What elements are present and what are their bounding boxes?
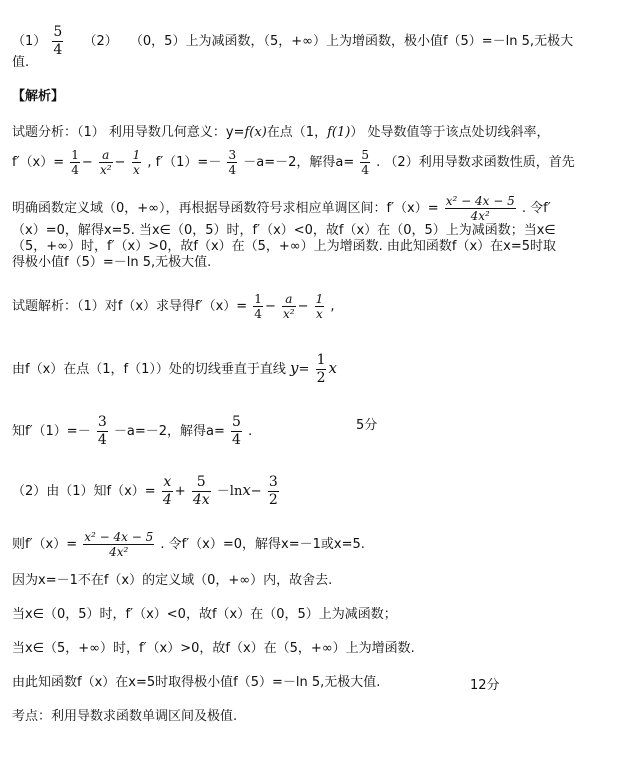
fraction: $\frac{\text{x² − 4x − 5}}{\text{4x²}}$ [445,194,515,223]
solution-line-7: 当x∈（0，5）时，f′（x）<0，故f（x）在（0，5）上为减函数； [12,607,397,622]
fraction: $\frac{a}{\text{x²}}$ [99,148,112,177]
answer-part1-fraction: $\frac{5}{4}$ [53,24,63,58]
kaodian: 考点：利用导数求函数单调区间及极值. [12,709,238,724]
answer-part2-label: （2） [83,34,118,49]
fraction: $\frac{1}{2}$ [316,352,326,386]
solution-line-6: 因为x=－1不在f（x）的定义域（0，+∞）内，故舍去. [12,573,333,588]
answer-line-1 [12,24,573,59]
fraction: $\frac{5}{4x}$ [192,474,210,508]
fraction: $\frac{1}{4}$ [71,148,79,177]
score-5: 5分 [356,418,378,433]
fraction: $\frac{1}{x}$ [132,148,141,177]
solution-line-8: 当x∈（5，+∞）时，f′（x）>0，故f（x）在（5，+∞）上为增函数. [12,641,415,656]
answer-part2-text: （0，5）上为减函数，（5，+∞）上为增函数，极小值f（5）=－ln 5,无极大 [129,34,574,49]
solution-line-9: 由此知函数f（x）在x=5时取得极小值f（5）=－ln 5,无极大值. [12,675,381,690]
answer-line-2: 值. [12,55,30,70]
fraction: $\frac{1}{4}$ [254,292,262,321]
fraction: $\frac{3}{2}$ [268,474,278,508]
analysis-line-2: f′（x）= $\frac{1}{4}$ − $\frac{a}{\text{x²}}$ − $\frac{1}{x}$ , f′（1）=－ $\frac{3}{4}$ －a=－2，解得a= $\frac{5}{4}$ . （2）利用导数求函数性质，首先 [12,148,575,177]
solution-line-1: 试题解析：（1）对f（x）求导得f′（x）= $\frac{1}{4}$ − $\frac{a}{\text{x²}}$ − $\frac{1}{x}$ , [12,292,335,321]
answer-part1-label: （1） [12,34,47,49]
fraction: $\frac{\text{x² − 4x − 5}}{\text{4x²}}$ [84,530,154,559]
solution-line-3: 知f′（1）=－ $\frac{3}{4}$ －a=－2，解得a= $\frac{5}{4}$ . [12,414,253,448]
fraction: $\frac{3}{4}$ [228,148,237,177]
analysis-line-5: （5，+∞）时，f′（x）>0，故f（x）在（5，+∞）上为增函数. 由此知函数f（x）在x=5时取 [12,239,557,254]
fraction: $\frac{x}{4}$ [162,474,172,508]
fraction: $\frac{1}{x}$ [315,292,324,321]
analysis-line-4: （x）=0，解得x=5. 当x∈（0，5）时，f′（x）<0，故f（x）在（0，5）上为减函数；当x∈ [12,223,556,238]
jiexi-heading: 【解析】 [12,89,65,104]
solution-line-2: 由f（x）在点（1，f（1））处的切线垂直于直线 y= $\frac{1}{2}$ x [12,352,337,386]
solution-line-4: （2）由（1）知f（x）= $\frac{x}{4}$ + $\frac{5}{4x}$ －lnx− $\frac{3}{2}$ [12,474,278,508]
score-12: 12分 [470,678,500,693]
analysis-line-1: 试题分析：（1） 利用导数几何意义：y=f(x)在点（1，f(1)） 处导数值等于该点处切线斜率， [12,125,550,140]
solution-line-5: 则f′（x）= $\frac{\text{x² − 4x − 5}}{\text{4x²}}$ . 令f′（x）=0，解得x=－1或x=5. [12,530,365,559]
fraction: $\frac{5}{4}$ [232,414,241,448]
fraction: $\frac{3}{4}$ [97,414,107,448]
fraction: $\frac{a}{\text{x²}}$ [282,292,295,321]
analysis-line-6: 得极小值f（5）=－ln 5,无极大值. [12,255,212,270]
fraction: $\frac{5}{4}$ [361,148,370,177]
analysis-line-3: 明确函数定义域（0，+∞），再根据导函数符号求相应单调区间：f′（x）= $\frac{\text{x² − 4x − 5}}{\text{4x²}}$ . 令f′ [12,194,551,223]
